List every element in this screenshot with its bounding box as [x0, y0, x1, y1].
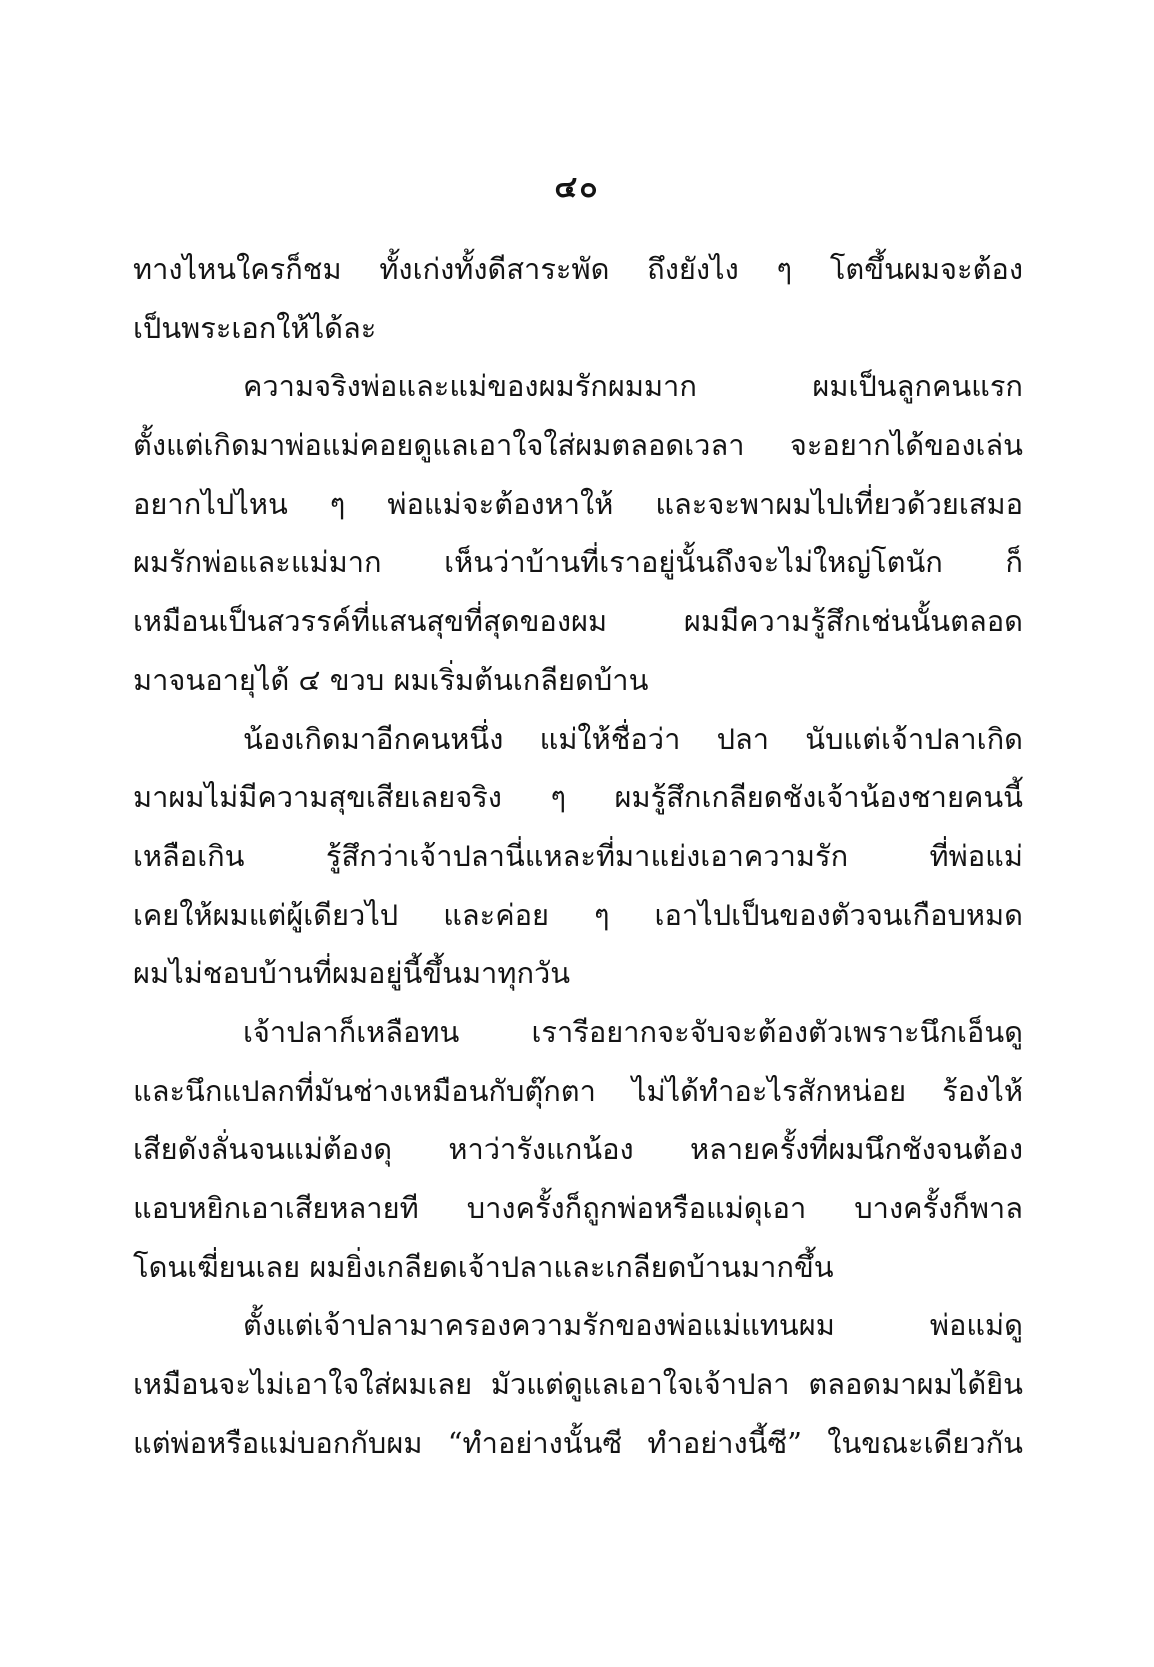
text-line: ผมไม่ชอบบ้านที่ผมอยู่นี้ขึ้นมาทุกวัน — [133, 956, 571, 991]
text-line: ตั้งแต่เจ้าปลามาครองความรักของพ่อแม่แทนผม พ่อแม่ดู — [243, 1308, 1023, 1343]
text-line: แต่พ่อหรือแม่บอกกับผม “ทำอย่างนั้นซี ทำอย่างนี้ซี” ในขณะเดียวกัน — [133, 1425, 1023, 1460]
text-line: แอบหยิกเอาเสียหลายที บางครั้งก็ถูกพ่อหรือแม่ดุเอา บางครั้งก็พาล — [133, 1191, 1023, 1225]
text-line: น้องเกิดมาอีกคนหนึ่ง แม่ให้ชื่อว่า ปลา นับแต่เจ้าปลาเกิด — [243, 721, 1023, 756]
body-text — [133, 240, 1023, 1472]
text-line: เจ้าปลาก็เหลือทน เรารีอยากจะจับจะต้องตัวเพราะนึกเอ็นดู — [243, 1014, 1023, 1049]
text-line: เหลือเกิน รู้สึกว่าเจ้าปลานี่แหละที่มาแย่งเอาความรัก ที่พ่อแม่ — [133, 838, 1023, 873]
text-line: โดนเฆี่ยนเลย ผมยิ่งเกลียดเจ้าปลาและเกลียดบ้านมากขึ้น — [133, 1249, 834, 1284]
text-line: เหมือนจะไม่เอาใจใส่ผมเลย มัวแต่ดูแลเอาใจเจ้าปลา ตลอดมาผมได้ยิน — [133, 1367, 1023, 1402]
text-line: ทางไหนใครก็ชม ทั้งเก่งทั้งดีสาระพัด ถึงยังไง ๆ โตขึ้นผมจะต้อง — [133, 252, 1023, 286]
text-line: มาผมไม่มีความสุขเสียเลยจริง ๆ ผมรู้สึกเกลียดชังเจ้าน้องชายคนนี้ — [133, 780, 1023, 815]
text-line: และนึกแปลกที่มันช่างเหมือนกับตุ๊กตา ไม่ได้ทำอะไรสักหน่อย ร้องไห้ — [133, 1073, 1023, 1108]
text-line: ตั้งแต่เกิดมาพ่อแม่คอยดูแลเอาใจใส่ผมตลอดเวลา จะอยากได้ของเล่น — [133, 428, 1023, 463]
text-line: เคยให้ผมแต่ผู้เดียวไป และค่อย ๆ เอาไปเป็นของตัวจนเกือบหมด — [133, 897, 1023, 932]
page-number: ๔๐ — [554, 170, 600, 205]
text-line: เหมือนเป็นสวรรค์ที่แสนสุขที่สุดของผม ผมมีความรู้สึกเช่นนั้นตลอด — [133, 604, 1023, 639]
text-line: มาจนอายุได้ ๔ ขวบ ผมเริ่มต้นเกลียดบ้าน — [133, 662, 649, 697]
text-line: อยากไปไหน ๆ พ่อแม่จะต้องหาให้ และจะพาผมไปเที่ยวด้วยเสมอ — [133, 486, 1023, 521]
text-line: เสียดังลั่นจนแม่ต้องดุ หาว่ารังแกน้อง หลายครั้งที่ผมนึกชังจนต้อง — [133, 1132, 1023, 1167]
text-line: ความจริงพ่อและแม่ของผมรักผมมาก ผมเป็นลูกคนแรก — [243, 369, 1023, 404]
text-line: เป็นพระเอกให้ได้ละ — [133, 310, 377, 345]
text-line: ผมรักพ่อและแม่มาก เห็นว่าบ้านที่เราอยู่นั้นถึงจะไม่ใหญ่โตนัก ก็ — [133, 545, 1023, 580]
